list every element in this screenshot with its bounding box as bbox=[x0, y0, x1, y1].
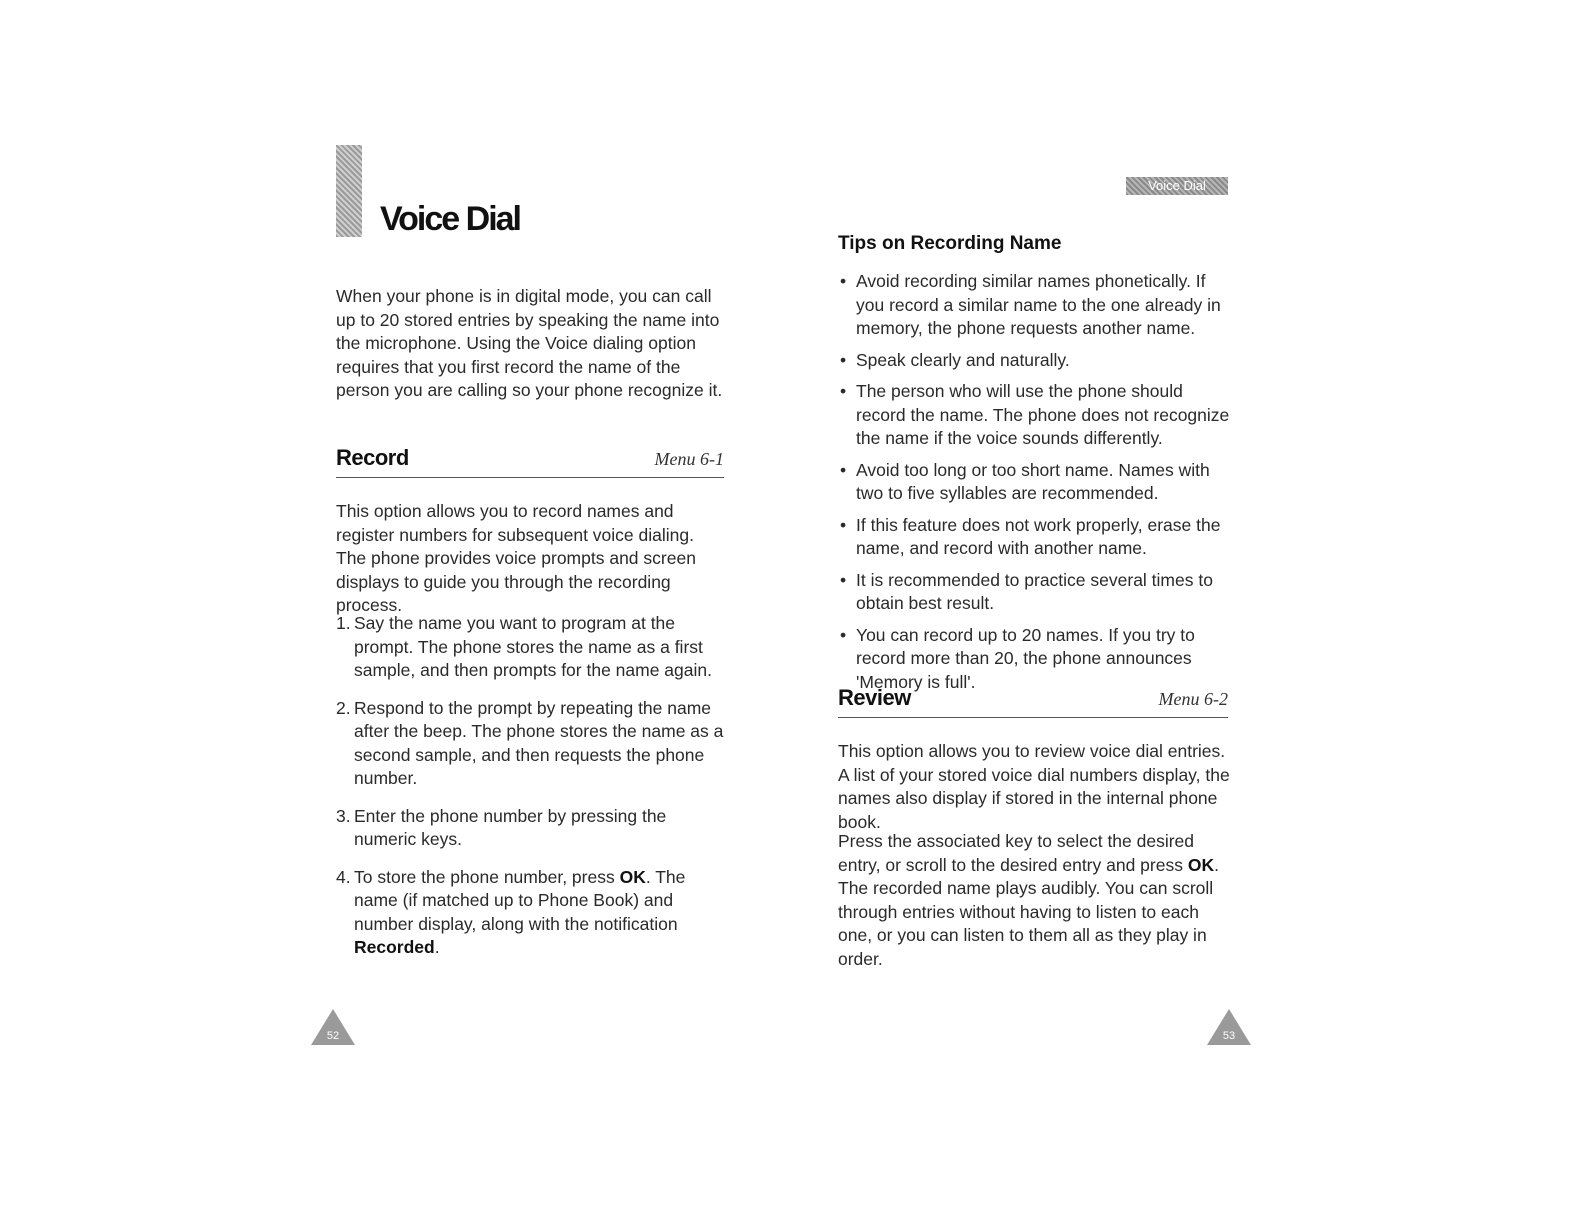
list-item: • It is recommended to practice several times to obtain best result. bbox=[840, 569, 1213, 613]
page-number: 52 bbox=[326, 1030, 340, 1042]
list-item: • If this feature does not work properly, erase the name, and record with another name. bbox=[840, 514, 1221, 558]
list-item: 3. Enter the phone number by pressing the numeric keys. bbox=[336, 805, 667, 849]
record-menu-number: Menu 6-1 bbox=[654, 449, 724, 469]
header-tag: Voice Dial bbox=[1126, 177, 1228, 195]
list-item: • You can record up to 20 names. If you try to record more than 20, the phone announces 'Memory is full'. bbox=[840, 624, 1195, 692]
review-menu-number: Menu 6-2 bbox=[1158, 689, 1228, 709]
record-intro-paragraph: This option allows you to record names and register numbers for subsequent voice dialing. The phone provides voice prompts and screen displays to guide you through the recording process. bbox=[336, 501, 696, 615]
intro-paragraph: When your phone is in digital mode, you can call up to 20 stored entries by speaking the name into the microphone. Using the Voice dialing option requires that you first record the name of the person you are calling so your phone recognize it. bbox=[336, 286, 723, 400]
review-title: Review bbox=[838, 685, 911, 710]
recorded-label: Recorded bbox=[354, 937, 435, 957]
list-item: 1. Say the name you want to program at the prompt. The phone stores the name as a first sample, and then prompts for the name again. bbox=[336, 613, 712, 680]
review-paragraph-2: Press the associated key to select the desired entry, or scroll to the desired entry and press OK. The recorded name plays audibly. You can scroll through entries without having to listen to each one, or you can listen to them all as they play in order. bbox=[838, 831, 1219, 969]
ok-key-label: OK bbox=[1187, 854, 1215, 875]
tips-list bbox=[840, 270, 1230, 702]
list-item: • The person who will use the phone should record the name. The phone does not recognize the name if the voice sounds differently. bbox=[840, 381, 1230, 448]
list-item: • Avoid recording similar names phonetically. If you record a similar name to the one already in memory, the phone requests another name. bbox=[840, 271, 1221, 338]
review-paragraph-1: This option allows you to review voice dial entries. A list of your stored voice dial numbers display, the names also display if stored in the internal phone book. bbox=[838, 741, 1230, 832]
list-item: • Speak clearly and naturally. bbox=[840, 349, 1070, 370]
page-number: 53 bbox=[1222, 1030, 1236, 1042]
page-number-triangle-icon bbox=[1206, 1008, 1252, 1046]
list-item: 2. Respond to the prompt by repeating the name after the beep. The phone stores the name as a second sample, and then requests the phone number. bbox=[336, 697, 724, 788]
list-item: • Avoid too long or too short name. Names with two to five syllables are recommended. bbox=[840, 459, 1210, 503]
review-section-header bbox=[838, 685, 1228, 718]
ok-key-label: OK bbox=[619, 866, 646, 887]
list-item: 4. To store the phone number, press OK. The name (if matched up to Phone Book) and number display, along with the notification Recorded. bbox=[336, 866, 686, 957]
chapter-title: Voice Dial bbox=[380, 200, 520, 238]
record-title: Record bbox=[336, 445, 409, 470]
tips-title: Tips on Recording Name bbox=[838, 233, 1062, 254]
